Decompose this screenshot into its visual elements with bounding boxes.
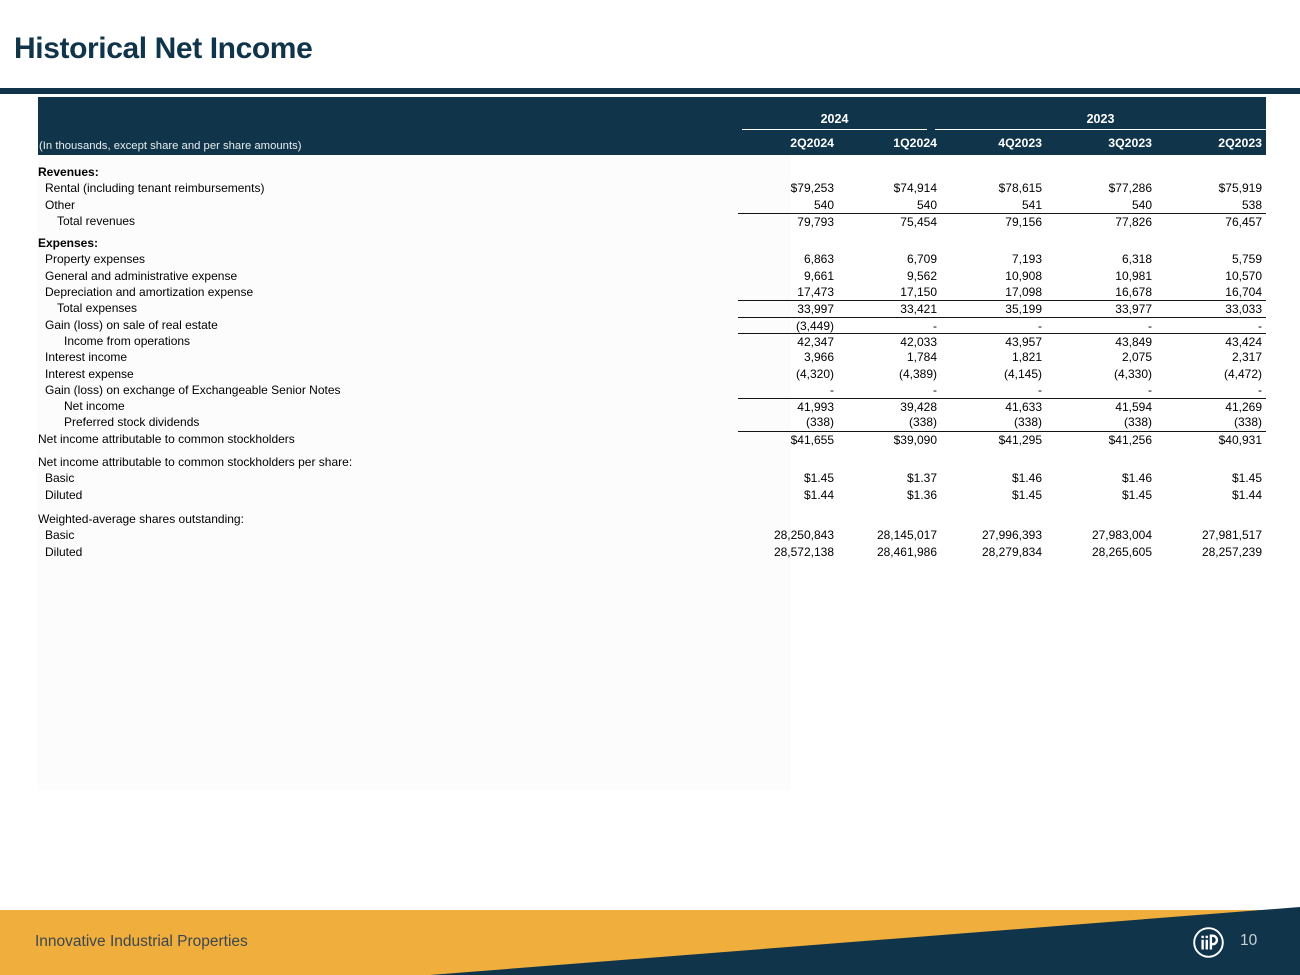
value-cell: 41,594 bbox=[1115, 400, 1152, 415]
value-cell: 1,784 bbox=[906, 350, 937, 365]
row-label: Expenses: bbox=[38, 236, 99, 251]
table-row bbox=[38, 333, 1266, 349]
value-cell: 540 bbox=[813, 197, 834, 212]
table-row bbox=[38, 431, 1266, 447]
value-cell: 43,424 bbox=[1225, 334, 1262, 349]
table-row bbox=[38, 454, 1266, 470]
value-cell: 541 bbox=[1021, 197, 1042, 212]
value-cell: $1.44 bbox=[1231, 487, 1262, 502]
value-cell: $77,286 bbox=[1108, 181, 1152, 196]
value-cell bbox=[1156, 454, 1266, 470]
value-cell: 41,993 bbox=[797, 400, 834, 415]
table-header bbox=[38, 97, 1266, 155]
value-cell: 33,421 bbox=[900, 302, 937, 317]
table-row bbox=[38, 398, 1266, 414]
value-cell: (4,389) bbox=[898, 366, 937, 381]
value-cell: (338) bbox=[908, 415, 937, 430]
value-cell: 77,826 bbox=[1115, 214, 1152, 229]
value-cell: 3,966 bbox=[803, 350, 834, 365]
value-cell: 33,997 bbox=[797, 302, 834, 317]
value-cell: 17,150 bbox=[900, 285, 937, 300]
value-cell: 540 bbox=[1131, 197, 1152, 212]
value-cell: 6,318 bbox=[1121, 252, 1152, 267]
row-label: Diluted bbox=[45, 544, 83, 559]
value-cell: $79,253 bbox=[790, 181, 834, 196]
value-cell bbox=[1156, 164, 1266, 180]
column-header: 1Q2024 bbox=[893, 136, 937, 150]
value-cell: 538 bbox=[1241, 197, 1262, 212]
value-cell bbox=[738, 164, 838, 180]
row-values bbox=[738, 284, 1266, 300]
value-cell bbox=[838, 235, 941, 251]
row-label: Total revenues bbox=[57, 213, 136, 228]
column-header: 3Q2023 bbox=[1108, 136, 1152, 150]
value-cell: $41,295 bbox=[998, 432, 1042, 447]
table-row bbox=[38, 470, 1266, 486]
table-row bbox=[38, 414, 1266, 430]
table-row bbox=[38, 268, 1266, 284]
table-row bbox=[38, 382, 1266, 398]
value-cell: $74,914 bbox=[893, 181, 937, 196]
value-cell: $1.46 bbox=[1121, 471, 1152, 486]
value-cell: 17,098 bbox=[1005, 285, 1042, 300]
row-label: Interest expense bbox=[45, 366, 134, 381]
row-label: Income from operations bbox=[64, 333, 191, 348]
row-label: Gain (loss) on exchange of Exchangeable Senior Notes bbox=[45, 382, 341, 397]
value-cell bbox=[738, 511, 838, 527]
value-cell: 27,996,393 bbox=[981, 528, 1042, 543]
value-cell: (4,330) bbox=[1113, 366, 1152, 381]
value-cell: 42,033 bbox=[900, 334, 937, 349]
row-values bbox=[738, 333, 1266, 349]
row-label: Gain (loss) on sale of real estate bbox=[45, 317, 218, 332]
value-cell: (4,472) bbox=[1223, 366, 1262, 381]
row-label: Basic bbox=[45, 528, 75, 543]
table-row bbox=[38, 235, 1266, 251]
value-cell: (338) bbox=[1123, 415, 1152, 430]
value-cell: - bbox=[1258, 382, 1262, 397]
page-title: Historical Net Income bbox=[14, 32, 313, 65]
value-cell: 28,461,986 bbox=[876, 544, 937, 559]
row-label: Net income bbox=[64, 399, 125, 414]
value-cell: 9,661 bbox=[803, 268, 834, 283]
table-units-note: (In thousands, except share and per share amounts) bbox=[39, 140, 302, 152]
row-label: Net income attributable to common stockholders bbox=[38, 431, 295, 446]
row-values bbox=[738, 197, 1266, 213]
value-cell: - bbox=[1038, 318, 1042, 333]
row-label: General and administrative expense bbox=[45, 268, 238, 283]
row-values bbox=[738, 164, 1266, 180]
value-cell: 41,633 bbox=[1005, 400, 1042, 415]
row-values bbox=[738, 544, 1266, 560]
value-cell: $75,919 bbox=[1218, 181, 1262, 196]
value-cell: $41,655 bbox=[790, 432, 834, 447]
table-row bbox=[38, 251, 1266, 267]
value-cell: 6,709 bbox=[906, 252, 937, 267]
row-label: Basic bbox=[45, 471, 75, 486]
page-number: 10 bbox=[1240, 932, 1258, 949]
value-cell: $1.45 bbox=[1231, 471, 1262, 486]
value-cell: $41,256 bbox=[1108, 432, 1152, 447]
value-cell: 75,454 bbox=[900, 214, 937, 229]
value-cell: 10,908 bbox=[1005, 268, 1042, 283]
table-row bbox=[38, 511, 1266, 527]
row-values bbox=[738, 511, 1266, 527]
value-cell bbox=[1046, 164, 1156, 180]
value-cell: 27,981,517 bbox=[1201, 528, 1262, 543]
value-cell: (338) bbox=[1013, 415, 1042, 430]
value-cell: 79,793 bbox=[797, 214, 834, 229]
value-cell: 5,759 bbox=[1231, 252, 1262, 267]
row-values bbox=[738, 235, 1266, 251]
value-cell: 28,265,605 bbox=[1091, 544, 1152, 559]
row-values bbox=[738, 527, 1266, 543]
column-header: 4Q2023 bbox=[998, 136, 1042, 150]
financial-table bbox=[38, 97, 1266, 560]
value-cell: 6,863 bbox=[803, 252, 834, 267]
value-cell bbox=[1046, 454, 1156, 470]
value-cell: $1.44 bbox=[803, 487, 834, 502]
value-cell: 16,678 bbox=[1115, 285, 1152, 300]
table-row bbox=[38, 366, 1266, 382]
title-underline bbox=[0, 88, 1300, 94]
value-cell: 79,156 bbox=[1005, 214, 1042, 229]
value-cell bbox=[941, 164, 1046, 180]
value-cell: $1.45 bbox=[803, 471, 834, 486]
value-cell: 33,033 bbox=[1225, 302, 1262, 317]
row-label: Total expenses bbox=[57, 301, 138, 316]
value-cell: (3,449) bbox=[795, 318, 834, 333]
value-cell bbox=[941, 235, 1046, 251]
row-label: Other bbox=[45, 197, 76, 212]
value-cell bbox=[738, 454, 838, 470]
value-cell: 10,981 bbox=[1115, 268, 1152, 283]
value-cell: $1.45 bbox=[1011, 487, 1042, 502]
value-cell: - bbox=[1148, 318, 1152, 333]
iip-logo-icon bbox=[1192, 926, 1225, 959]
value-cell: 28,250,843 bbox=[773, 528, 834, 543]
value-cell: $1.46 bbox=[1011, 471, 1042, 486]
row-values bbox=[738, 251, 1266, 267]
value-cell: - bbox=[933, 318, 937, 333]
row-values bbox=[738, 487, 1266, 503]
value-cell: 7,193 bbox=[1011, 252, 1042, 267]
row-values bbox=[738, 180, 1266, 196]
value-cell bbox=[838, 454, 941, 470]
table-body bbox=[38, 155, 1266, 560]
row-label: Rental (including tenant reimbursements) bbox=[45, 181, 265, 196]
row-values bbox=[738, 398, 1266, 414]
table-row bbox=[38, 197, 1266, 213]
year-group-2024: 2024 bbox=[742, 112, 927, 130]
row-values bbox=[738, 300, 1266, 316]
footer-company-name: Innovative Industrial Properties bbox=[35, 933, 248, 950]
value-cell: $40,931 bbox=[1218, 432, 1262, 447]
value-cell: 35,199 bbox=[1005, 302, 1042, 317]
value-cell: 540 bbox=[916, 197, 937, 212]
quarter-header-row bbox=[738, 134, 1266, 152]
value-cell: 28,145,017 bbox=[876, 528, 937, 543]
table-row bbox=[38, 164, 1266, 180]
value-cell: (4,145) bbox=[1003, 366, 1042, 381]
year-group-2023: 2023 bbox=[935, 112, 1266, 130]
table-row bbox=[38, 300, 1266, 316]
value-cell: - bbox=[933, 382, 937, 397]
value-cell: 39,428 bbox=[900, 400, 937, 415]
value-cell: (338) bbox=[1233, 415, 1262, 430]
row-values bbox=[738, 431, 1266, 447]
row-label: Revenues: bbox=[38, 165, 99, 179]
row-values bbox=[738, 470, 1266, 486]
row-values bbox=[738, 349, 1266, 365]
row-values bbox=[738, 382, 1266, 398]
value-cell: 76,457 bbox=[1225, 214, 1262, 229]
value-cell: 27,983,004 bbox=[1091, 528, 1152, 543]
table-row bbox=[38, 317, 1266, 333]
column-header: 2Q2023 bbox=[1218, 136, 1262, 150]
row-label: Interest income bbox=[45, 350, 128, 365]
value-cell bbox=[1156, 235, 1266, 251]
value-cell: - bbox=[1258, 318, 1262, 333]
table-row bbox=[38, 527, 1266, 543]
table-row bbox=[38, 487, 1266, 503]
value-cell: 42,347 bbox=[797, 334, 834, 349]
table-row bbox=[38, 180, 1266, 196]
row-values bbox=[738, 414, 1266, 430]
value-cell bbox=[941, 511, 1046, 527]
value-cell: 33,977 bbox=[1115, 302, 1152, 317]
value-cell bbox=[738, 235, 838, 251]
value-cell bbox=[1046, 235, 1156, 251]
value-cell: - bbox=[830, 382, 834, 397]
row-label: Property expenses bbox=[45, 252, 146, 267]
row-label: Net income attributable to common stockholders per share: bbox=[38, 455, 353, 470]
value-cell bbox=[941, 454, 1046, 470]
row-label: Weighted-average shares outstanding: bbox=[38, 511, 244, 526]
value-cell: (338) bbox=[805, 415, 834, 430]
value-cell: 16,704 bbox=[1225, 285, 1262, 300]
row-values bbox=[738, 454, 1266, 470]
table-row bbox=[38, 284, 1266, 300]
value-cell: 43,849 bbox=[1115, 334, 1152, 349]
value-cell: 9,562 bbox=[906, 268, 937, 283]
value-cell: 28,279,834 bbox=[981, 544, 1042, 559]
row-values bbox=[738, 317, 1266, 333]
value-cell: $39,090 bbox=[893, 432, 937, 447]
value-cell: 41,269 bbox=[1225, 400, 1262, 415]
value-cell bbox=[838, 164, 941, 180]
value-cell: - bbox=[1038, 382, 1042, 397]
row-label: Preferred stock dividends bbox=[64, 415, 200, 430]
value-cell: 17,473 bbox=[797, 285, 834, 300]
table-row bbox=[38, 544, 1266, 560]
table-row bbox=[38, 349, 1266, 365]
row-values bbox=[738, 366, 1266, 382]
row-label: Depreciation and amortization expense bbox=[45, 285, 254, 300]
value-cell: 28,572,138 bbox=[773, 544, 834, 559]
value-cell: 10,570 bbox=[1225, 268, 1262, 283]
value-cell bbox=[1156, 511, 1266, 527]
value-cell: $1.45 bbox=[1121, 487, 1152, 502]
value-cell bbox=[1046, 511, 1156, 527]
row-values bbox=[738, 213, 1266, 229]
value-cell: $1.36 bbox=[906, 487, 937, 502]
row-label: Diluted bbox=[45, 487, 83, 502]
row-values bbox=[738, 268, 1266, 284]
column-header: 2Q2024 bbox=[790, 136, 834, 150]
value-cell: 2,317 bbox=[1231, 350, 1262, 365]
value-cell: $1.37 bbox=[906, 471, 937, 486]
table-row bbox=[38, 213, 1266, 229]
value-cell: 28,257,239 bbox=[1201, 544, 1262, 559]
value-cell: - bbox=[1148, 382, 1152, 397]
value-cell: 1,821 bbox=[1011, 350, 1042, 365]
value-cell: (4,320) bbox=[795, 366, 834, 381]
value-cell bbox=[838, 511, 941, 527]
value-cell: 43,957 bbox=[1005, 334, 1042, 349]
value-cell: 2,075 bbox=[1121, 350, 1152, 365]
value-cell: $78,615 bbox=[998, 181, 1042, 196]
